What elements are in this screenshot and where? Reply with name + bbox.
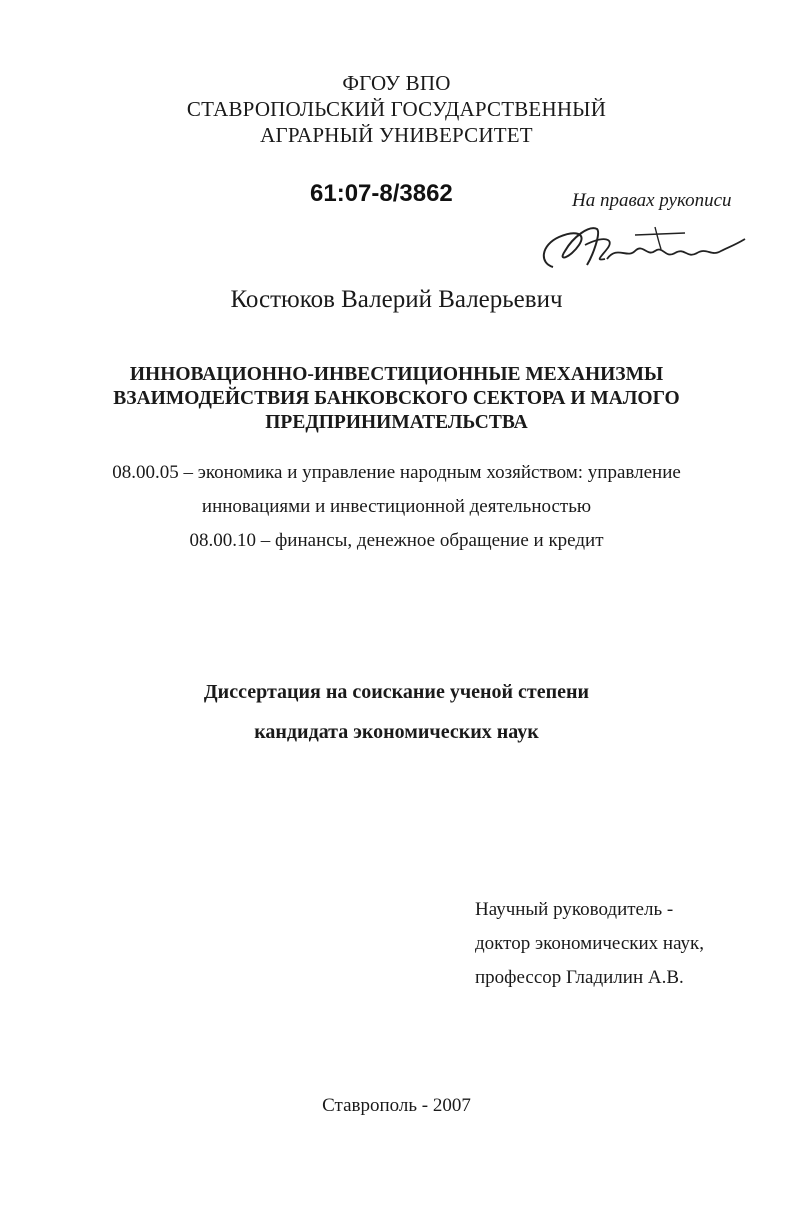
advisor-line-1: Научный руководитель - [475,899,674,920]
specialty-line-3: 08.00.10 – финансы, денежное обращение и кредит [189,530,604,551]
degree-line-2: кандидата экономических наук [254,721,539,743]
degree-line-1: Диссертация на соискание ученой степени [203,681,590,703]
advisor-line-3: профессор Гладилин А.В. [475,967,684,988]
degree-statement [0,672,793,752]
title-line-3: ПРЕДПРИНИМАТЕЛЬСТВА [265,412,528,433]
library-code: 61:07-8/3862 [310,180,453,207]
title-line-1: ИННОВАЦИОННО-ИНВЕСТИЦИОННЫЕ МЕХАНИЗМЫ [129,364,664,385]
institution-line-3: АГРАРНЫЙ УНИВЕРСИТЕТ [260,123,533,147]
specialty-line-1: 08.00.05 – экономика и управление народным хозяйством: управление [112,462,681,483]
scientific-advisor [475,893,704,995]
rights-note: На правах рукописи [572,190,732,211]
specialty-line-2: инновациями и инвестиционной деятельностью [201,496,592,517]
specialties [0,456,793,558]
title-line-2: ВЗАИМОДЕЙСТВИЯ БАНКОВСКОГО СЕКТОРА И МАЛОГО [113,388,680,409]
institution-line-1: ФГОУ ВПО [342,71,451,95]
dissertation-title [0,363,793,435]
handwritten-signature [535,215,750,275]
city-year: Ставрополь - 2007 [322,1095,471,1116]
author-name: Костюков Валерий Валерьевич [230,286,563,313]
advisor-line-2: доктор экономических наук, [475,933,705,954]
institution-line-2: СТАВРОПОЛЬСКИЙ ГОСУДАРСТВЕННЫЙ [186,97,607,121]
institution-header [0,70,793,148]
